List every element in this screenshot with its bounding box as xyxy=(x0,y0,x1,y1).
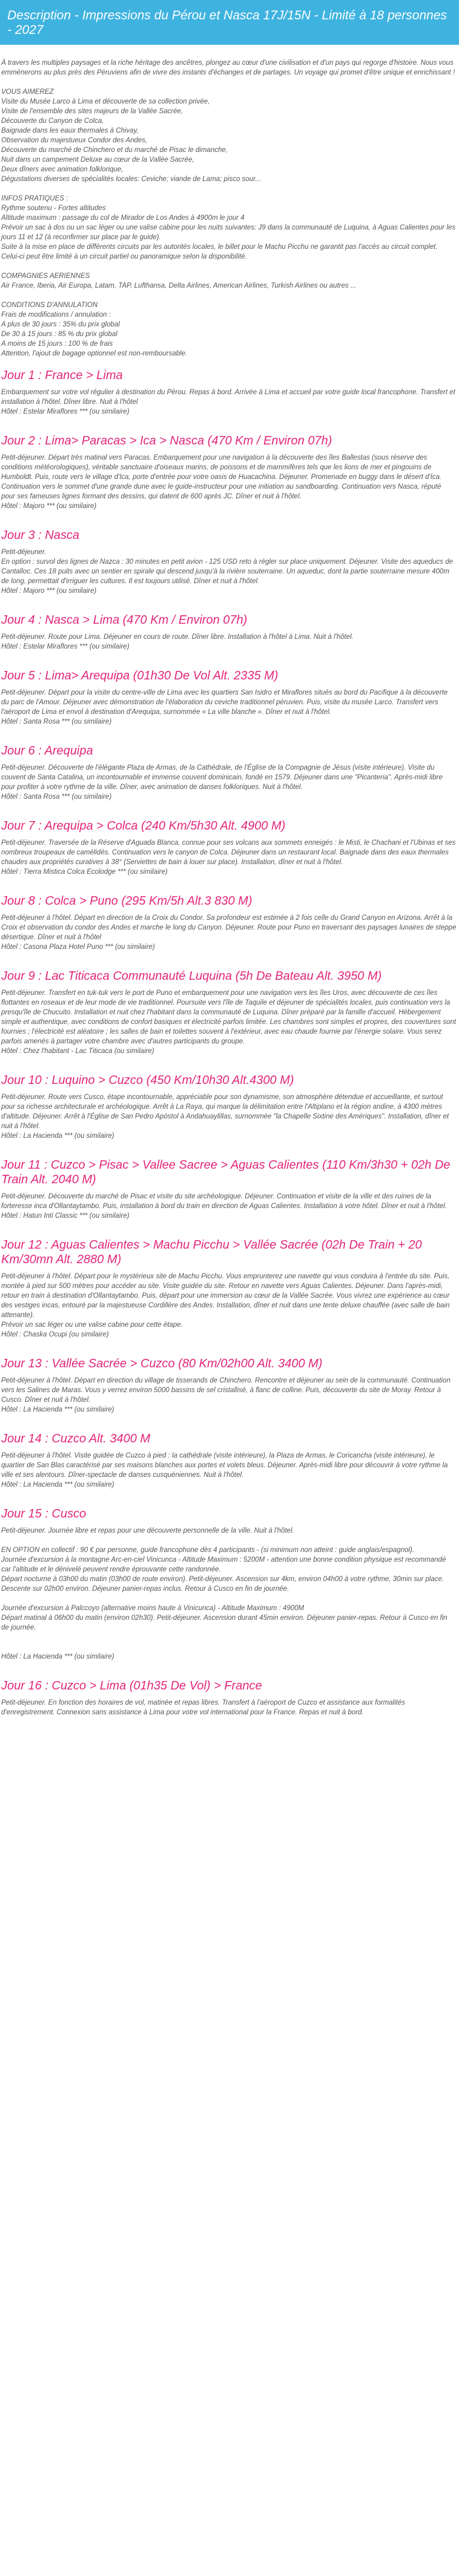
day-body-line: Hôtel : Chez l'habitant - Lac Titicaca (ou similaire) xyxy=(1,1048,154,1055)
vous-aimerez-line: Baignade dans les eaux thermales à Chivay, xyxy=(1,127,139,134)
conditions-line: Attention, l'ajout de bagage optionnel est non-remboursable. xyxy=(1,350,188,357)
day-body-line: Hôtel : Santa Rosa *** (ou similaire) xyxy=(1,793,112,801)
day-body-line: Hôtel : Estelar Miraflores *** (ou similaire) xyxy=(1,643,130,650)
conditions-line: De 30 à 15 jours : 85 % du prix global xyxy=(1,331,117,338)
day-body-line: Petit-déjeuner. Découverte de l'élégante Plaza de Armas, de la Cathédrale, de l'Église de la Compagnie de Jésus (visite intérieure). Visite du couvent de Santa Catalina, un incontournable et immense couvent dominicain, fondé en 1579. Déjeuner dans une "Picanteria". Après-midi libre pour profiter à votre rythme de la ville. Dîner, avec animation de danses folkloriques. Nuit à l'hôtel. xyxy=(1,764,443,791)
infos-pratiques-line: Altitude maximum : passage du col de Mirador de Los Andes à 4900m le jour 4 xyxy=(1,214,245,222)
day-body-line: EN OPTION en collectif : 90 € par personne, guide francophone dès 4 participants - (si minimum non atteint : guide anglais/espagnol). xyxy=(1,1547,415,1554)
day-body xyxy=(1,547,457,596)
day-body xyxy=(1,1192,457,1221)
day-title: Jour 1 : France > Lima xyxy=(1,369,123,382)
conditions-line: Frais de modifications / annulation : xyxy=(1,311,111,319)
itinerary xyxy=(1,368,457,1717)
vous-aimerez-line: VOUS AIMEREZ xyxy=(1,88,54,96)
day-body xyxy=(1,1526,457,1662)
day-body-line: Prévoir un sac léger ou une valise cabine pour cette étape. xyxy=(1,1321,183,1329)
day-body-line: Petit-déjeuner. xyxy=(1,549,47,556)
conditions-line: A moins de 15 jours : 100 % de frais xyxy=(1,340,113,348)
day-title: Jour 12 : Aguas Calientes > Machu Picchu > Vallée Sacrée (02h De Train + 20 Km/30mn Alt. 2880 M) xyxy=(1,1238,422,1266)
day-body-line: Hôtel : La Hacienda *** (ou similaire) xyxy=(1,1132,114,1140)
day-title: Jour 10 : Luquino > Cuzco (450 Km/10h30 Alt.4300 M) xyxy=(1,1074,294,1087)
day-body-line: Petit-déjeuner. Découverte du marché de Pisac et visite du site archéologique. Déjeuner. Continuation et visite de la ville et des ruines de la forteresse inca d'Ollantaytambo. Puis, installation à bord du train en direction de Aguas Calientes. Installation à votre hôtel. Dîner et nuit à l'hôtel. xyxy=(1,1193,447,1210)
day-body xyxy=(1,388,457,417)
infos-pratiques-section xyxy=(1,194,457,262)
infos-pratiques-line: Prévoir un sac à dos ou un sac léger ou une valise cabine pour les nuits suivantes: J9 dans la communauté de Luquina, à Aguas Calientes pour les jours 11 et 12 (à reconfirmer sur place par le guide). xyxy=(1,224,456,241)
intro-section xyxy=(1,58,457,78)
day-body-line: Petit-déjeuner. Traversée de la Réserve d'Aguada Blanca, connue pour ses volcans aux sommets enneigés : le Misti, le Chachani et l'Ubinas et ses nombreux troupeaux de camélidés. Continuation vers le canyon de Colca. Déjeuner dans un restaurant local. Baignade dans des eaux thermales chaudes aux propriétés curatives à 38° (Serviettes de bain à louer sur place). Installation, dîner et nuit à l'hôtel. xyxy=(1,839,456,866)
vous-aimerez-line: Visite du Musée Larco à Lima et découverte de sa collection privée, xyxy=(1,98,210,105)
day-body-line: Hôtel : Majoro *** (ou similaire) xyxy=(1,503,97,510)
page-title: Description - Impressions du Pérou et Nasca 17J/15N - Limité à 18 personnes - 2027 xyxy=(0,0,459,45)
day-body-line xyxy=(1,1633,457,1642)
day-body-line xyxy=(1,1642,457,1652)
day-title: Jour 8 : Colca > Puno (295 Km/5h Alt.3 830 M) xyxy=(1,894,253,908)
day-body-line: Hôtel : La Hacienda *** (ou similaire) xyxy=(1,1481,114,1488)
day-title: Jour 13 : Vallée Sacrée > Cuzco (80 Km/02h00 Alt. 3400 M) xyxy=(1,1357,323,1370)
day-body-line: Hôtel : Hatun Inti Classic *** (ou similaire) xyxy=(1,1212,130,1220)
day-body-line: Hôtel : La Hacienda *** (ou similaire) xyxy=(1,1653,114,1660)
intro-line: À travers les multiples paysages et la riche héritage des ancêtres, plongez au cœur d'une civilisation et d'un pays qui regorge d'histoire. Nous vous emmènerons au plus près des Péruviens afin de vivre des instants d'échanges et de partages. Un voyage qui promet d'être unique et enrichissant ! xyxy=(1,59,455,76)
day-body-line: Hôtel : Tierra Mistica Colca Ecolodge *** (ou similaire) xyxy=(1,868,168,876)
day-body xyxy=(1,453,457,511)
vous-aimerez-line: Dégustations diverses de spécialités locales: Ceviche; viande de Lama; pisco sour... xyxy=(1,176,262,183)
conditions-section xyxy=(1,300,457,358)
day-body-line: Petit-déjeuner. Journée libre et repas pour une découverte personnelle de la ville. Nuit à l'hôtel. xyxy=(1,1527,294,1534)
day-body xyxy=(1,688,457,727)
infos-pratiques-line: Suite à la mise en place de différents circuits par les autorités locales, le billet pour le Machu Picchu ne garantit pas l'accès au circuit complet. Celui-ci peut être limité à un circuit partiel ou panoramique selon la disponibilité. xyxy=(1,243,438,260)
compagnies-section xyxy=(1,271,457,291)
day-body-line: Petit-déjeuner à l'hôtel. Visite guidée de Cuzco à pied : la cathédrale (visite intérieure), la Plaza de Armas, le Coricancha (visite intérieure), le quartier de San Blas caractérisé par ses maisons blanches aux portes et volets bleus. Déjeuner. Après-midi libre pour découvrir à votre rythme la ville et ses alentours. Dîner-spectacle de danses cusquéniennes. Nuit à l'hôtel. xyxy=(1,1452,448,1479)
day-title: Jour 5 : Lima> Arequipa (01h30 De Vol Alt. 2335 M) xyxy=(1,669,279,682)
vous-aimerez-section xyxy=(1,87,457,184)
day-title: Jour 11 : Cuzco > Pisac > Vallee Sacree > Aguas Calientes (110 Km/3h30 + 02h De Train Alt. 2040 M) xyxy=(1,1158,451,1186)
day-title: Jour 2 : Lima> Paracas > Ica > Nasca (470 Km / Environ 07h) xyxy=(1,434,332,447)
vous-aimerez-line: Visite de l'ensemble des sites majeurs de la Vallée Sacrée, xyxy=(1,108,183,115)
day-body-line: Petit-déjeuner. Départ pour la visite du centre-ville de Lima avec les quartiers San Isidro et Miraflores situés au bord du Pacifique à la découverte du parc de l'Amour. Déjeuner avec démonstration de l'élaboration du ceviche traditionnel péruvien. Puis, visite du musée Larco. Transfert vers l'aéroport de Lima et envol à destination d'Arequipa, surnommée « La ville blanche ». Dîner et nuit à l'hôtel. xyxy=(1,689,448,716)
compagnies-line: Air France, Iberia, Air Europa, Latam, TAP, Lufthansa, Delta Airlines, American Airlines, Turkish Airlines ou autres ... xyxy=(1,282,357,289)
conditions-line: CONDITIONS D'ANNULATION xyxy=(1,302,98,309)
day-title: Jour 7 : Arequipa > Colca (240 Km/5h30 Alt. 4900 M) xyxy=(1,819,286,833)
day-body xyxy=(1,763,457,802)
vous-aimerez-line: Découverte du marché de Chinchero et du marché de Pisac le dimanche, xyxy=(1,147,228,154)
day-body-line: Hôtel : Casona Plaza Hotel Puno *** (ou similaire) xyxy=(1,943,155,951)
vous-aimerez-line: Découverte du Canyon de Colca, xyxy=(1,117,104,125)
day-title: Jour 6 : Arequipa xyxy=(1,744,93,758)
day-body-line xyxy=(1,1594,457,1603)
day-body-line: En option : survol des lignes de Nazca : 30 minutes en petit avion - 125 USD reto à régler sur place uniquement. Déjeuner. Visite des aqueducs de Cantalloc. Ces 18 puits avec un sentier en spirale qui descend jusqu'à la rivière souterraine. Un aqueduc, dont la partie souterraine mesure 400m de long, permettait d'irriguer les cultures. Il est toujours utilisé. Dîner et nuit à l'hôtel. xyxy=(1,558,454,585)
day-body-line: Petit-déjeuner à l'hôtel. Départ pour le mystérieux site de Machu Picchu. Vous emprunterez une navette qui vous conduira à l'entrée du site. Puis, montée à pied sur 500 mètres pour accéder au site. Visite guidée du site. Retour en navette vers Aguas Calientes. Déjeuner. Dans l'après-midi, retour en train à destination d'Ollantaytambo. Puis, départ pour une immersion au cœur de la Vallée Sacrée. Vous vivrez une expérience au cœur des vestiges incas, entouré par la majestueuse Cordillère des Andes. Installation, dîner et nuit dans une tente deluxe chauffée (avec salle de bain attenante). xyxy=(1,1273,450,1319)
day-body xyxy=(1,988,457,1056)
day-body-line: Embarquement sur votre vol régulier à destination du Pérou. Repas à bord. Arrivée à Lima et accueil par votre guide local francophone. Transfert et installation à l'hôtel. Dîner libre. Nuit à l'hôtel xyxy=(1,389,455,406)
conditions-line: A plus de 30 jours : 35% du prix global xyxy=(1,321,120,328)
day-body-line: Petit-déjeuner à l'hôtel. Départ en direction de la Croix du Condor. Sa profondeur est estimée à 2 fois celle du Grand Canyon en Arizona. Arrêt à la Croix et observation du condor des Andes et marche le long du Canyon. Déjeuner. Route pour Puno en traversant des paysages lunaires de steppe désertique. Dîner et nuit à l'hôtel xyxy=(1,914,457,941)
day-title: Jour 9 : Lac Titicaca Communauté Luquina (5h De Bateau Alt. 3950 M) xyxy=(1,969,382,983)
infos-pratiques-line: Rythme soutenu - Fortes altitudes xyxy=(1,205,106,212)
vous-aimerez-line: Nuit dans un campement Deluxe au cœur de la Vallée Sacrée, xyxy=(1,156,194,163)
day-title: Jour 14 : Cuzco Alt. 3400 M xyxy=(1,1432,151,1445)
day-body-line: Hôtel : Santa Rosa *** (ou similaire) xyxy=(1,718,112,725)
day-body-line: Petit-déjeuner à l'hôtel. Départ en direction du village de tisserands de Chinchero. Rencontre et déjeuner au sein de la communauté. Continuation vers les Salines de Maras. Vous y verrez environ 5000 bassins de sel cristallisé, à flanc de colline. Puis, découverte du site de Moray. Retour à Cusco. Dîner et nuit à l'hôtel. xyxy=(1,1377,451,1404)
day-body xyxy=(1,838,457,877)
day-body-line: Petit-déjeuner. Transfert en tuk-tuk vers le port de Puno et embarquement pour une navigation vers les îles Uros, avec découverte de ces îles flottantes en roseaux et de leur mode de vie traditionnel. Poursuite vers l'île de Taquile et déjeuner de spécialités locales, puis continuation vers la presqu'île de Chucuito. Installation et nuit chez l'habitant dans la communauté de Luquina. Dîner préparé par la famille d'accueil. Hébergement simple et authentique, avec conditions de confort basiques et électricité parfois limitée. Les chambres sont simples et propres, des couvertures sont fournies ; l'électricité est aléatoire ; les salles de bain et toilettes souvent à l'extérieur, avec eau chaude fournie par l'énergie solaire. Vous serez parfois amenés à partager votre chambre avec d'autres participants du groupe. xyxy=(1,989,457,1045)
day-body-line: Hôtel : Majoro *** (ou similaire) xyxy=(1,587,97,595)
day-title: Jour 16 : Cuzco > Lima (01h35 De Vol) > France xyxy=(1,1679,262,1693)
day-body-line: Départ nocturne à 03h00 du matin (03h00 de route environ). Petit-déjeuner. Ascension sur 4km, environ 04h00 à votre rythme, 30min sur place. Descente sur 02h00 environ. Déjeuner panier-repas inclus. Retour à Cusco en fin de journée. xyxy=(1,1576,444,1593)
vous-aimerez-line: Observation du majestueux Condor des Andes, xyxy=(1,137,148,144)
infos-pratiques-line: INFOS PRATIQUES : xyxy=(1,195,68,202)
day-body xyxy=(1,1376,457,1415)
day-body xyxy=(1,1698,457,1717)
day-title: Jour 3 : Nasca xyxy=(1,529,79,542)
day-body-line: Journée d'excursion à Palccoyo (alternative moins haute à Vinicunca) - Altitude Maximum : 4900M xyxy=(1,1605,305,1612)
day-body xyxy=(1,913,457,952)
day-body-line: Petit-déjeuner. Départ très matinal vers Paracas. Embarquement pour une navigation à la découverte des îles Ballestas (sous réserve des conditions météorologiques), véritable sanctuaire d'oiseaux marins, de poissons et de mammifères tels que les lions de mer et pingouins de Humboldt. Puis, route vers le village d'Ica, porte d'entrée pour votre oasis de Huacachina. Déjeuner. Promenade en buggy dans le désert d'Ica. Continuation vers le sommet d'une grande dune avec le guide-instructeur pour une initiation au sandboarding. Continuation vers Nasca, réputé pour ses fameuses lignes formant des dessins, qui datent de 600 après JC. Dîner et nuit à l'hôtel. xyxy=(1,454,442,500)
day-body-line: Petit-déjeuner. Route vers Cusco, étape incontournable, appréciable pour son dynamisme, son atmosphère détendue et accueillante, et surtout pour sa richesse architecturale et archéologique. Arrêt à La Raya, qui marque la délimitation entre l'Altiplano et la région andine, à 4300 mètres d'altitude. Déjeuner. Arrêt à l'Église de San Pedro Apóstol à Andahuaylillas, surnommée "la Chapelle Sixtine des Amériques". Installation, dîner et nuit à l'hôtel. xyxy=(1,1094,449,1130)
day-body-line: Journée d'excursion à la montagne Arc-en-ciel Vinicunca - Altitude Maximum : 5200M - attention une bonne condition physique est recommandé car l'altitude et le dénivelé peuvent rendre éprouvante cette randonnée. xyxy=(1,1556,446,1573)
day-body xyxy=(1,1451,457,1490)
vous-aimerez-line: Deux dîners avec animation folklorique, xyxy=(1,166,124,173)
day-body-line: Petit-déjeuner. Route pour Lima. Déjeuner en cours de route. Dîner libre. Installation à l'hôtel à Lima. Nuit à l'hôtel. xyxy=(1,633,354,641)
day-body-line: Hôtel : La Hacienda *** (ou similaire) xyxy=(1,1406,114,1413)
day-body-line: Hôtel : Estelar Miraflores *** (ou similaire) xyxy=(1,408,130,415)
day-title: Jour 15 : Cusco xyxy=(1,1507,87,1521)
day-title: Jour 4 : Nasca > Lima (470 Km / Environ 07h) xyxy=(1,613,248,627)
content xyxy=(0,58,459,1717)
day-body-line: Départ matinal à 06h00 du matin (environ 02h30). Petit-déjeuner. Ascension durant 45min environ. Déjeuner panier-repas. Retour à Cusco en fin de journée. xyxy=(1,1614,447,1631)
day-body-line: Hôtel : Chaska Ocupi (ou similaire) xyxy=(1,1331,109,1338)
day-body-line xyxy=(1,1536,457,1545)
day-body xyxy=(1,1272,457,1339)
day-body-line: Petit-déjeuner. En fonction des horaires de vol, matinée et repas libres. Transfert à l'aéroport de Cuzco et assistance aux formalités d'enregistrement. Connexion sans assistance à Lima pour votre vol international pour la France. Repas et nuit à bord. xyxy=(1,1699,405,1716)
compagnies-line: COMPAGNIES AERIENNES xyxy=(1,272,90,280)
day-body xyxy=(1,1092,457,1141)
day-body xyxy=(1,632,457,652)
